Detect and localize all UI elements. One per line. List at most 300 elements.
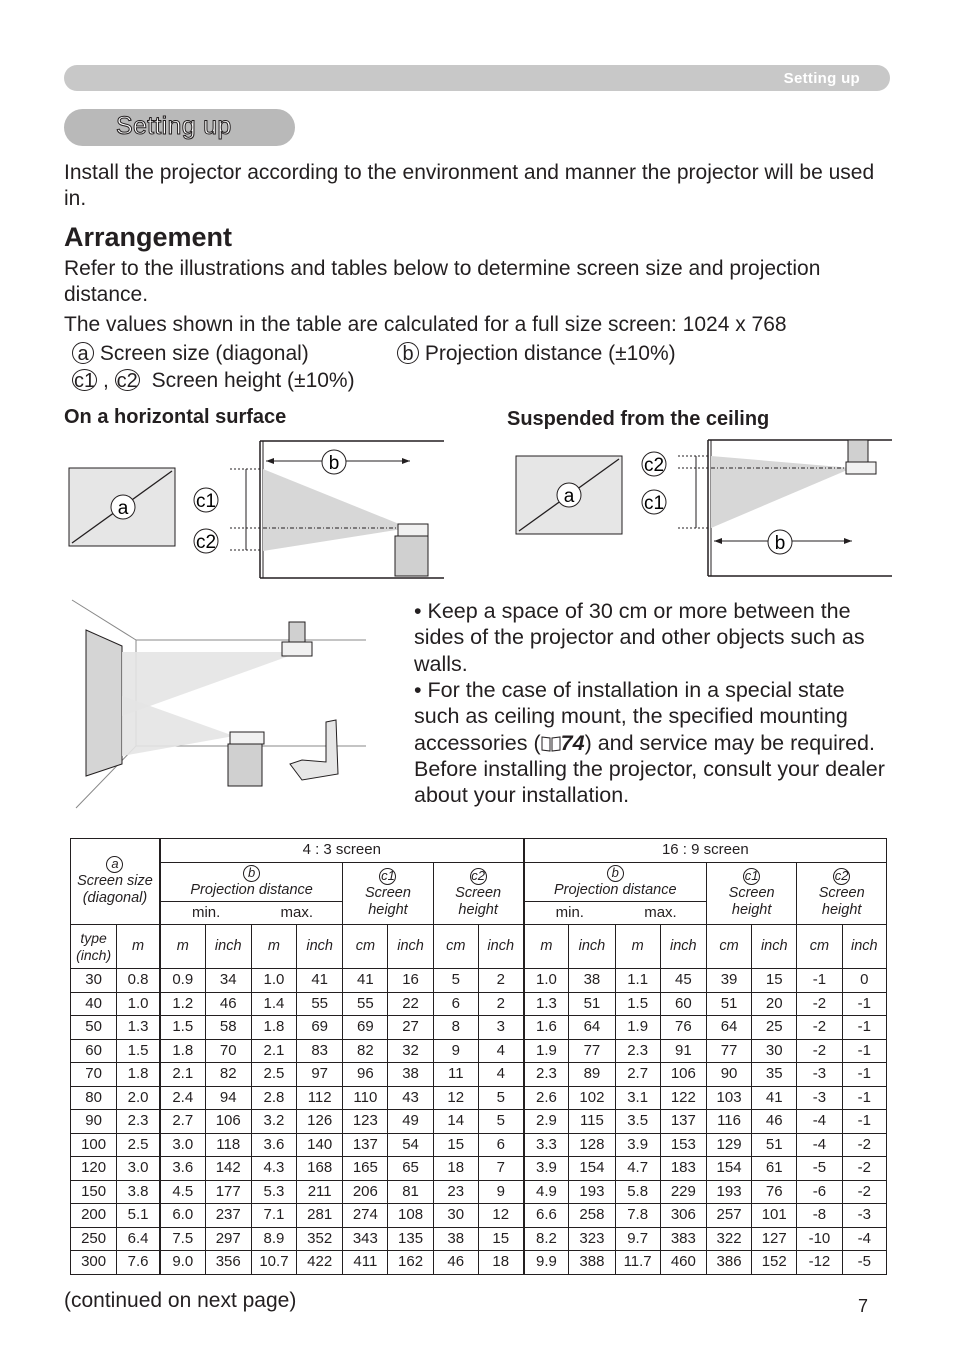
table-cell: 460 [660, 1251, 706, 1275]
table-cell: 20 [752, 992, 797, 1016]
table-cell: 65 [388, 1157, 433, 1181]
th-unit-cm: cm [343, 925, 388, 969]
table-cell: 154 [706, 1157, 751, 1181]
legend-a [72, 341, 309, 367]
table-cell: 108 [388, 1204, 433, 1228]
horizontal-diagram [64, 436, 454, 584]
table-row [71, 1086, 887, 1110]
table-cell: 386 [706, 1251, 751, 1275]
table-cell: 69 [343, 1016, 388, 1040]
table-row [71, 1063, 887, 1087]
table-cell: -2 [842, 1133, 886, 1157]
table-cell: 55 [343, 992, 388, 1016]
table-cell: 2.3 [524, 1063, 569, 1087]
continued-note: (continued on next page) [64, 1289, 297, 1312]
table-cell: 1.8 [117, 1063, 160, 1087]
table-cell: 152 [752, 1251, 797, 1275]
th-unit-m: m [524, 925, 569, 969]
table-cell: 7.1 [251, 1204, 296, 1228]
table-cell: 100 [71, 1133, 117, 1157]
table-cell: 6 [433, 992, 478, 1016]
table-cell: 9 [478, 1180, 523, 1204]
table-cell: 7 [478, 1157, 523, 1181]
table-cell: 2.1 [160, 1063, 205, 1087]
table-cell: 70 [71, 1063, 117, 1087]
table-cell: 15 [752, 969, 797, 993]
projection-table [70, 838, 887, 1275]
table-cell: 77 [569, 1039, 615, 1063]
th-proj-dist-43 [160, 862, 343, 901]
table-cell: 6.4 [117, 1227, 160, 1251]
table-cell: 300 [71, 1251, 117, 1275]
table-cell: 40 [71, 992, 117, 1016]
table-cell: 168 [297, 1157, 343, 1181]
table-cell: 30 [433, 1204, 478, 1228]
table-cell: -4 [797, 1110, 842, 1134]
h-label-b: b [328, 453, 340, 474]
th-unit-cm: cm [706, 925, 751, 969]
legend-c [72, 368, 355, 394]
th-proj-dist-text-43: Projection distance [190, 881, 313, 898]
table-cell: 193 [569, 1180, 615, 1204]
table-cell: 110 [343, 1086, 388, 1110]
th-c2-mark-169: c2 [834, 867, 849, 883]
th-b-mark-169: b [607, 865, 624, 882]
table-cell: 177 [205, 1180, 251, 1204]
th-c2-169 [797, 862, 887, 925]
table-cell: -2 [797, 992, 842, 1016]
table-cell: 257 [706, 1204, 751, 1228]
table-cell: 2.5 [117, 1133, 160, 1157]
table-cell: 8.2 [524, 1227, 569, 1251]
table-cell: 4 [478, 1039, 523, 1063]
th-c1-mark-169: c1 [744, 867, 759, 883]
table-cell: 352 [297, 1227, 343, 1251]
table-cell: 116 [706, 1110, 751, 1134]
table-cell: 1.0 [117, 992, 160, 1016]
mark-a: a [72, 342, 94, 364]
table-cell: 1.0 [524, 969, 569, 993]
ceiling-diagram [512, 436, 896, 582]
table-cell: 0 [842, 969, 886, 993]
table-cell: 39 [706, 969, 751, 993]
legend-b-text: Projection distance (±10%) [424, 342, 676, 365]
th-proj-dist-text-169: Projection distance [554, 881, 677, 898]
th-min-43: min. [160, 901, 251, 925]
table-cell: 150 [71, 1180, 117, 1204]
table-cell: 140 [297, 1133, 343, 1157]
table-row [71, 992, 887, 1016]
table-cell: 8.9 [251, 1227, 296, 1251]
table-cell: 3.6 [251, 1133, 296, 1157]
table-cell: 4 [478, 1063, 523, 1087]
table-cell: 64 [706, 1016, 751, 1040]
table-cell: 58 [205, 1016, 251, 1040]
table-cell: 3.2 [251, 1110, 296, 1134]
table-cell: 3.9 [524, 1157, 569, 1181]
table-cell: -2 [842, 1180, 886, 1204]
table-cell: 46 [752, 1110, 797, 1134]
table-cell: -3 [797, 1086, 842, 1110]
table-cell: 3.8 [117, 1180, 160, 1204]
table-cell: 35 [752, 1063, 797, 1087]
th-c2-text-169: Screen height [818, 884, 865, 918]
horizontal-title: On a horizontal surface [64, 406, 287, 428]
table-cell: 1.1 [615, 969, 660, 993]
table-cell: 2.0 [117, 1086, 160, 1110]
table-cell: 2.7 [615, 1063, 660, 1087]
table-cell: 30 [752, 1039, 797, 1063]
table-cell: 11 [433, 1063, 478, 1087]
th-b-mark-43: b [243, 865, 260, 882]
table-cell: 12 [433, 1086, 478, 1110]
table-cell: -1 [842, 1086, 886, 1110]
th-unit-m: m [160, 925, 205, 969]
th-unit-inch: inch [205, 925, 251, 969]
section-title-pill [64, 109, 295, 146]
table-cell: -4 [797, 1133, 842, 1157]
table-cell: 1.5 [615, 992, 660, 1016]
th-min-169: min. [524, 901, 615, 925]
table-cell: 2.1 [251, 1039, 296, 1063]
table-cell: 15 [478, 1227, 523, 1251]
table-cell: -3 [842, 1204, 886, 1228]
table-cell: 49 [388, 1110, 433, 1134]
table-cell: 112 [297, 1086, 343, 1110]
table-cell: -6 [797, 1180, 842, 1204]
table-cell: 250 [71, 1227, 117, 1251]
th-c1-43 [343, 862, 433, 925]
table-cell: 3.9 [615, 1133, 660, 1157]
table-cell: 126 [297, 1110, 343, 1134]
table-cell: 90 [71, 1110, 117, 1134]
table-cell: 200 [71, 1204, 117, 1228]
th-unit-inch: inch [388, 925, 433, 969]
table-row [71, 1157, 887, 1181]
table-row [71, 1251, 887, 1275]
table-cell: 274 [343, 1204, 388, 1228]
table-cell: 258 [569, 1204, 615, 1228]
table-cell: 5 [433, 969, 478, 993]
table-cell: 41 [297, 969, 343, 993]
table-cell: 2 [478, 992, 523, 1016]
table-cell: 120 [71, 1157, 117, 1181]
table-cell: 137 [660, 1110, 706, 1134]
table-cell: -1 [842, 992, 886, 1016]
table-cell: 55 [297, 992, 343, 1016]
table-cell: -1 [797, 969, 842, 993]
legend-sep: , [102, 369, 109, 392]
table-cell: 27 [388, 1016, 433, 1040]
table-cell: 94 [205, 1086, 251, 1110]
table-cell: 51 [706, 992, 751, 1016]
table-cell: -1 [842, 1016, 886, 1040]
table-cell: 1.3 [117, 1016, 160, 1040]
h-label-c1: c1 [195, 491, 217, 512]
table-cell: 1.8 [251, 1016, 296, 1040]
table-cell: 6 [478, 1133, 523, 1157]
table-cell: 3.1 [615, 1086, 660, 1110]
table-cell: 5 [478, 1086, 523, 1110]
table-cell: 30 [71, 969, 117, 993]
th-unit-m: m [615, 925, 660, 969]
table-cell: 122 [660, 1086, 706, 1110]
table-cell: 3.3 [524, 1133, 569, 1157]
para-refer: Refer to the illustrations and tables below to determine screen size and projection distance. [64, 257, 821, 306]
table-row [71, 1110, 887, 1134]
table-cell: 135 [388, 1227, 433, 1251]
table-cell: 5 [478, 1110, 523, 1134]
note-special-pre: • For the case of installation in a special state such as ceiling mount, the specified mounting accessories ( [414, 678, 848, 755]
para-values: The values shown in the table are calculated for a full size screen: 1024 x 768 [64, 313, 787, 336]
table-cell: 45 [660, 969, 706, 993]
table-cell: 211 [297, 1180, 343, 1204]
table-cell: 5.8 [615, 1180, 660, 1204]
table-cell: 64 [569, 1016, 615, 1040]
table-cell: 32 [388, 1039, 433, 1063]
table-cell: 6.0 [160, 1204, 205, 1228]
c-label-c1: c1 [643, 493, 665, 514]
table-cell: -5 [797, 1157, 842, 1181]
h-label-a: a [117, 498, 129, 519]
arrangement-heading: Arrangement [64, 222, 233, 252]
table-cell: 2.8 [251, 1086, 296, 1110]
table-cell: 2.9 [524, 1110, 569, 1134]
note-special-install [414, 677, 894, 808]
th-unit-inch: inch [297, 925, 343, 969]
table-cell: 102 [569, 1086, 615, 1110]
table-cell: 83 [297, 1039, 343, 1063]
table-cell: 103 [706, 1086, 751, 1110]
table-cell: 9.7 [615, 1227, 660, 1251]
page-reference-link[interactable]: 74 [560, 730, 585, 755]
table-cell: 5.3 [251, 1180, 296, 1204]
table-cell: 61 [752, 1157, 797, 1181]
table-cell: 69 [297, 1016, 343, 1040]
table-cell: 142 [205, 1157, 251, 1181]
table-cell: 4.3 [251, 1157, 296, 1181]
table-cell: 154 [569, 1157, 615, 1181]
table-cell: 193 [706, 1180, 751, 1204]
table-cell: -5 [842, 1251, 886, 1275]
table-cell: -1 [842, 1110, 886, 1134]
table-row [71, 1180, 887, 1204]
table-cell: 50 [71, 1016, 117, 1040]
c-label-a: a [563, 486, 575, 507]
table-cell: 2.7 [160, 1110, 205, 1134]
table-cell: 97 [297, 1063, 343, 1087]
th-type: type (inch) [71, 925, 117, 969]
table-cell: 2.3 [615, 1039, 660, 1063]
th-unit-inch: inch [660, 925, 706, 969]
intro-text: Install the projector according to the environment and manner the projector will be used in. [64, 161, 875, 210]
table-cell: 60 [660, 992, 706, 1016]
table-cell: 411 [343, 1251, 388, 1275]
th-group-169: 16 : 9 screen [524, 839, 887, 863]
table-cell: 16 [388, 969, 433, 993]
th-unit-inch: inch [842, 925, 886, 969]
table-cell: 41 [752, 1086, 797, 1110]
legend-c-text: Screen height (±10%) [151, 369, 355, 392]
table-cell: 15 [433, 1133, 478, 1157]
table-cell: 7.5 [160, 1227, 205, 1251]
th-a-mark: a [106, 856, 123, 873]
table-cell: 46 [205, 992, 251, 1016]
table-cell: 1.0 [251, 969, 296, 993]
table-cell: 306 [660, 1204, 706, 1228]
table-cell: 1.6 [524, 1016, 569, 1040]
table-cell: 237 [205, 1204, 251, 1228]
table-cell: 38 [388, 1063, 433, 1087]
table-cell: -12 [797, 1251, 842, 1275]
table-cell: 3.0 [160, 1133, 205, 1157]
table-cell: 2.3 [117, 1110, 160, 1134]
table-cell: 80 [71, 1086, 117, 1110]
table-cell: 129 [706, 1133, 751, 1157]
th-c1-mark-43: c1 [381, 867, 395, 883]
table-cell: 8 [433, 1016, 478, 1040]
table-cell: 3 [478, 1016, 523, 1040]
table-cell: 153 [660, 1133, 706, 1157]
table-cell: 2 [478, 969, 523, 993]
table-cell: 3.5 [615, 1110, 660, 1134]
table-cell: 101 [752, 1204, 797, 1228]
table-cell: 9 [433, 1039, 478, 1063]
table-cell: 70 [205, 1039, 251, 1063]
table-cell: 7.8 [615, 1204, 660, 1228]
th-c1-text-43: Screen height [364, 884, 411, 918]
table-cell: 383 [660, 1227, 706, 1251]
table-cell: 60 [71, 1039, 117, 1063]
th-c1-text-169: Screen height [728, 884, 775, 918]
th-unit-cm: cm [433, 925, 478, 969]
table-cell: 1.3 [524, 992, 569, 1016]
table-cell: 1.9 [615, 1016, 660, 1040]
table-cell: -2 [797, 1016, 842, 1040]
table-cell: 323 [569, 1227, 615, 1251]
legend-a-text: Screen size (diagonal) [99, 342, 309, 365]
table-cell: 3.6 [160, 1157, 205, 1181]
note-spacing: • Keep a space of 30 cm or more between the sides of the projector and other objects such as walls. [414, 599, 865, 676]
table-cell: 90 [706, 1063, 751, 1087]
table-cell: 1.9 [524, 1039, 569, 1063]
table-cell: -3 [797, 1063, 842, 1087]
table-cell: 89 [569, 1063, 615, 1087]
table-cell: 206 [343, 1180, 388, 1204]
table-cell: 6.6 [524, 1204, 569, 1228]
th-m: m [117, 925, 160, 969]
table-cell: 123 [343, 1110, 388, 1134]
table-cell: 1.8 [160, 1039, 205, 1063]
table-cell: 41 [343, 969, 388, 993]
table-cell: 9.0 [160, 1251, 205, 1275]
table-cell: 0.8 [117, 969, 160, 993]
table-cell: 128 [569, 1133, 615, 1157]
table-cell: 162 [388, 1251, 433, 1275]
table-cell: 356 [205, 1251, 251, 1275]
book-icon [541, 732, 561, 749]
c-label-c2: c2 [643, 455, 665, 476]
table-cell: 281 [297, 1204, 343, 1228]
table-cell: 4.7 [615, 1157, 660, 1181]
th-unit-m: m [251, 925, 296, 969]
table-cell: 11.7 [615, 1251, 660, 1275]
page-number: 7 [858, 1296, 869, 1316]
table-cell: 82 [205, 1063, 251, 1087]
table-cell: -1 [842, 1063, 886, 1087]
mark-c1: c1 [74, 370, 96, 392]
table-cell: 137 [343, 1133, 388, 1157]
table-cell: 43 [388, 1086, 433, 1110]
table-cell: -10 [797, 1227, 842, 1251]
table-cell: 1.5 [160, 1016, 205, 1040]
header-bar [64, 65, 890, 91]
table-cell: 38 [569, 969, 615, 993]
table-cell: 81 [388, 1180, 433, 1204]
note-special-post: ) and service may be required. Before installing the projector, consult your dealer about your installation. [414, 730, 885, 808]
table-cell: 115 [569, 1110, 615, 1134]
table-row [71, 1227, 887, 1251]
legend-b [397, 341, 676, 367]
table-cell: 4.5 [160, 1180, 205, 1204]
mark-c2: c2 [116, 370, 138, 392]
th-c2-43 [433, 862, 523, 925]
table-cell: 25 [752, 1016, 797, 1040]
header-section-label: Setting up [783, 70, 860, 87]
table-cell: 18 [433, 1157, 478, 1181]
th-group-43: 4 : 3 screen [160, 839, 524, 863]
table-cell: 46 [433, 1251, 478, 1275]
table-cell: 91 [660, 1039, 706, 1063]
table-cell: 2.4 [160, 1086, 205, 1110]
table-cell: 51 [752, 1133, 797, 1157]
c-label-b: b [774, 533, 786, 554]
th-c1-169 [706, 862, 796, 925]
th-screen-size-text: Screen size (diagonal) [77, 873, 153, 906]
table-cell: 12 [478, 1204, 523, 1228]
table-cell: 183 [660, 1157, 706, 1181]
th-unit-inch: inch [752, 925, 797, 969]
table-cell: 0.9 [160, 969, 205, 993]
table-row [71, 1204, 887, 1228]
table-cell: 1.4 [251, 992, 296, 1016]
h-label-c2: c2 [195, 532, 217, 553]
th-c2-text-43: Screen height [455, 884, 502, 918]
th-proj-dist-169 [524, 862, 707, 901]
table-cell: 9.9 [524, 1251, 569, 1275]
table-row [71, 1133, 887, 1157]
th-c2-mark-43: c2 [471, 867, 485, 883]
table-cell: -2 [842, 1157, 886, 1181]
table-cell: 1.2 [160, 992, 205, 1016]
th-unit-inch: inch [478, 925, 523, 969]
table-row [71, 1039, 887, 1063]
table-cell: 76 [660, 1016, 706, 1040]
table-cell: 34 [205, 969, 251, 993]
th-max-43: max. [251, 901, 342, 925]
table-cell: -8 [797, 1204, 842, 1228]
mark-b: b [397, 342, 419, 364]
table-cell: 5.1 [117, 1204, 160, 1228]
table-cell: 38 [433, 1227, 478, 1251]
th-screen-size [71, 839, 160, 925]
table-row [71, 969, 887, 993]
table-cell: 4.9 [524, 1180, 569, 1204]
table-cell: 2.5 [251, 1063, 296, 1087]
table-cell: 76 [752, 1180, 797, 1204]
th-unit-cm: cm [797, 925, 842, 969]
table-cell: 14 [433, 1110, 478, 1134]
